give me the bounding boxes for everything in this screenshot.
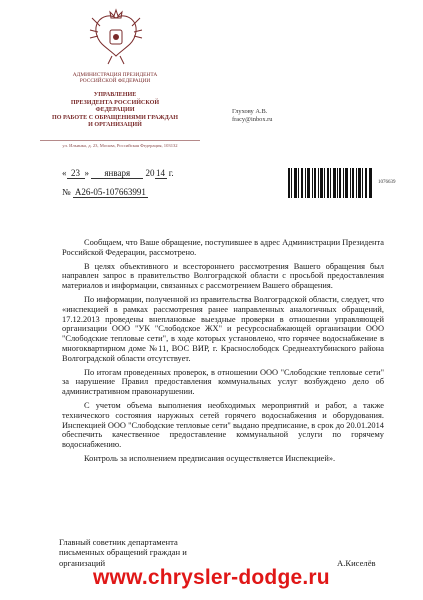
body-paragraph-4: По итогам проведенных проверок, в отношении ООО "Слободские тепловые сети" за нарушение Правил предоставления коммунальных услуг возбуждено дело об административном правонарушении.	[62, 367, 384, 397]
signatory-name: А.Киселёв	[337, 558, 376, 568]
org-main-line1: УПРАВЛЕНИЕ	[93, 92, 137, 98]
recipient-email: fracy@inbox.ru	[232, 116, 273, 123]
org-small-line2: РОССИЙСКОЙ ФЕДЕРАЦИИ	[79, 78, 151, 85]
recipient-name: Глухову А.В.	[232, 108, 268, 115]
reference-value: А26-05-107663991	[74, 187, 146, 197]
org-small-line1: АДМИНИСТРАЦИЯ ПРЕЗИДЕНТА	[72, 72, 158, 78]
org-main-line2: ПРЕЗИДЕНТА РОССИЙСКОЙ ФЕДЕРАЦИИ	[70, 99, 160, 113]
document-date	[62, 168, 174, 179]
body-paragraph-3: По информации, полученной из правительства Волгоградской области, следует, что «инспекцией в рамках рассмотрения ранее направленных аналогичных обращений, 17.12.2013 проведены внеплановые выездные проверки в отношении управляющей организации ООО "УК "Слободское ЖХ" и ресурсоснабжающей организации ООО "Слободские тепловые сети", в ходе которых установлено, что горячее водоснабжение в многоквартирном доме №11, ВОС ВИР, г. Краснослободск Среднеахтубинского района Волгоградской области отсутствует.	[62, 294, 384, 363]
date-month: января	[91, 168, 143, 179]
org-address: ул. Ильинка, д. 23, Москва, Российская Федерация, 103132	[40, 140, 200, 149]
org-name-main	[52, 92, 178, 130]
reference-symbol: №	[62, 187, 71, 197]
barcode-number: 1076639	[378, 180, 396, 185]
org-main-line3: ПО РАБОТЕ С ОБРАЩЕНИЯМИ ГРАЖДАН	[52, 114, 178, 121]
signatory-title-line2: письменных обращений граждан и	[59, 547, 187, 558]
date-close-quote: »	[84, 168, 89, 178]
body-paragraph-5: С учетом объема выполнения необходимых мероприятий и работ, а также технического состояния наружных сетей горячего водоснабжения и оборудования. Инспекцией ООО "Слободские тепловые сети" выдано предписание, в срок до 20.01.2014 обеспечить качественное предоставление коммунальной услуги по горячему водоснабжению.	[62, 400, 384, 450]
date-year-prefix: 20	[145, 168, 155, 178]
state-emblem-icon	[88, 8, 144, 68]
signatory-title-line1: Главный советник департамента	[59, 537, 178, 547]
org-name-small	[55, 72, 175, 85]
barcode	[288, 168, 372, 198]
letter-body	[62, 238, 384, 468]
body-paragraph-6: Контроль за исполнением предписания осуществляется Инспекцией».	[84, 453, 336, 463]
org-main-line4: И ОРГАНИЗАЦИЙ	[88, 122, 142, 128]
signatory-title-line3: организаций	[59, 557, 106, 568]
reference-number	[62, 187, 148, 198]
date-open-quote: «	[62, 168, 67, 178]
body-paragraph-2: В целях объективного и всестороннего рассмотрения Вашего обращения был направлен запрос в правительство Волгоградской области с просьбой предоставления материалов и информации, связанных с рассмотрением Вашего обращения.	[62, 261, 384, 291]
date-year-label: г.	[168, 168, 174, 178]
recipient-block	[232, 108, 273, 124]
signatory-title	[59, 537, 187, 568]
date-year-suffix: 14	[156, 168, 165, 178]
watermark-text: www.chrysler-dodge.ru	[93, 566, 330, 589]
date-day: 23	[67, 168, 85, 179]
body-paragraph-1: Сообщаем, что Ваше обращение, поступившее в адрес Администрации Президента Российской Федерации, рассмотрено.	[62, 238, 384, 257]
